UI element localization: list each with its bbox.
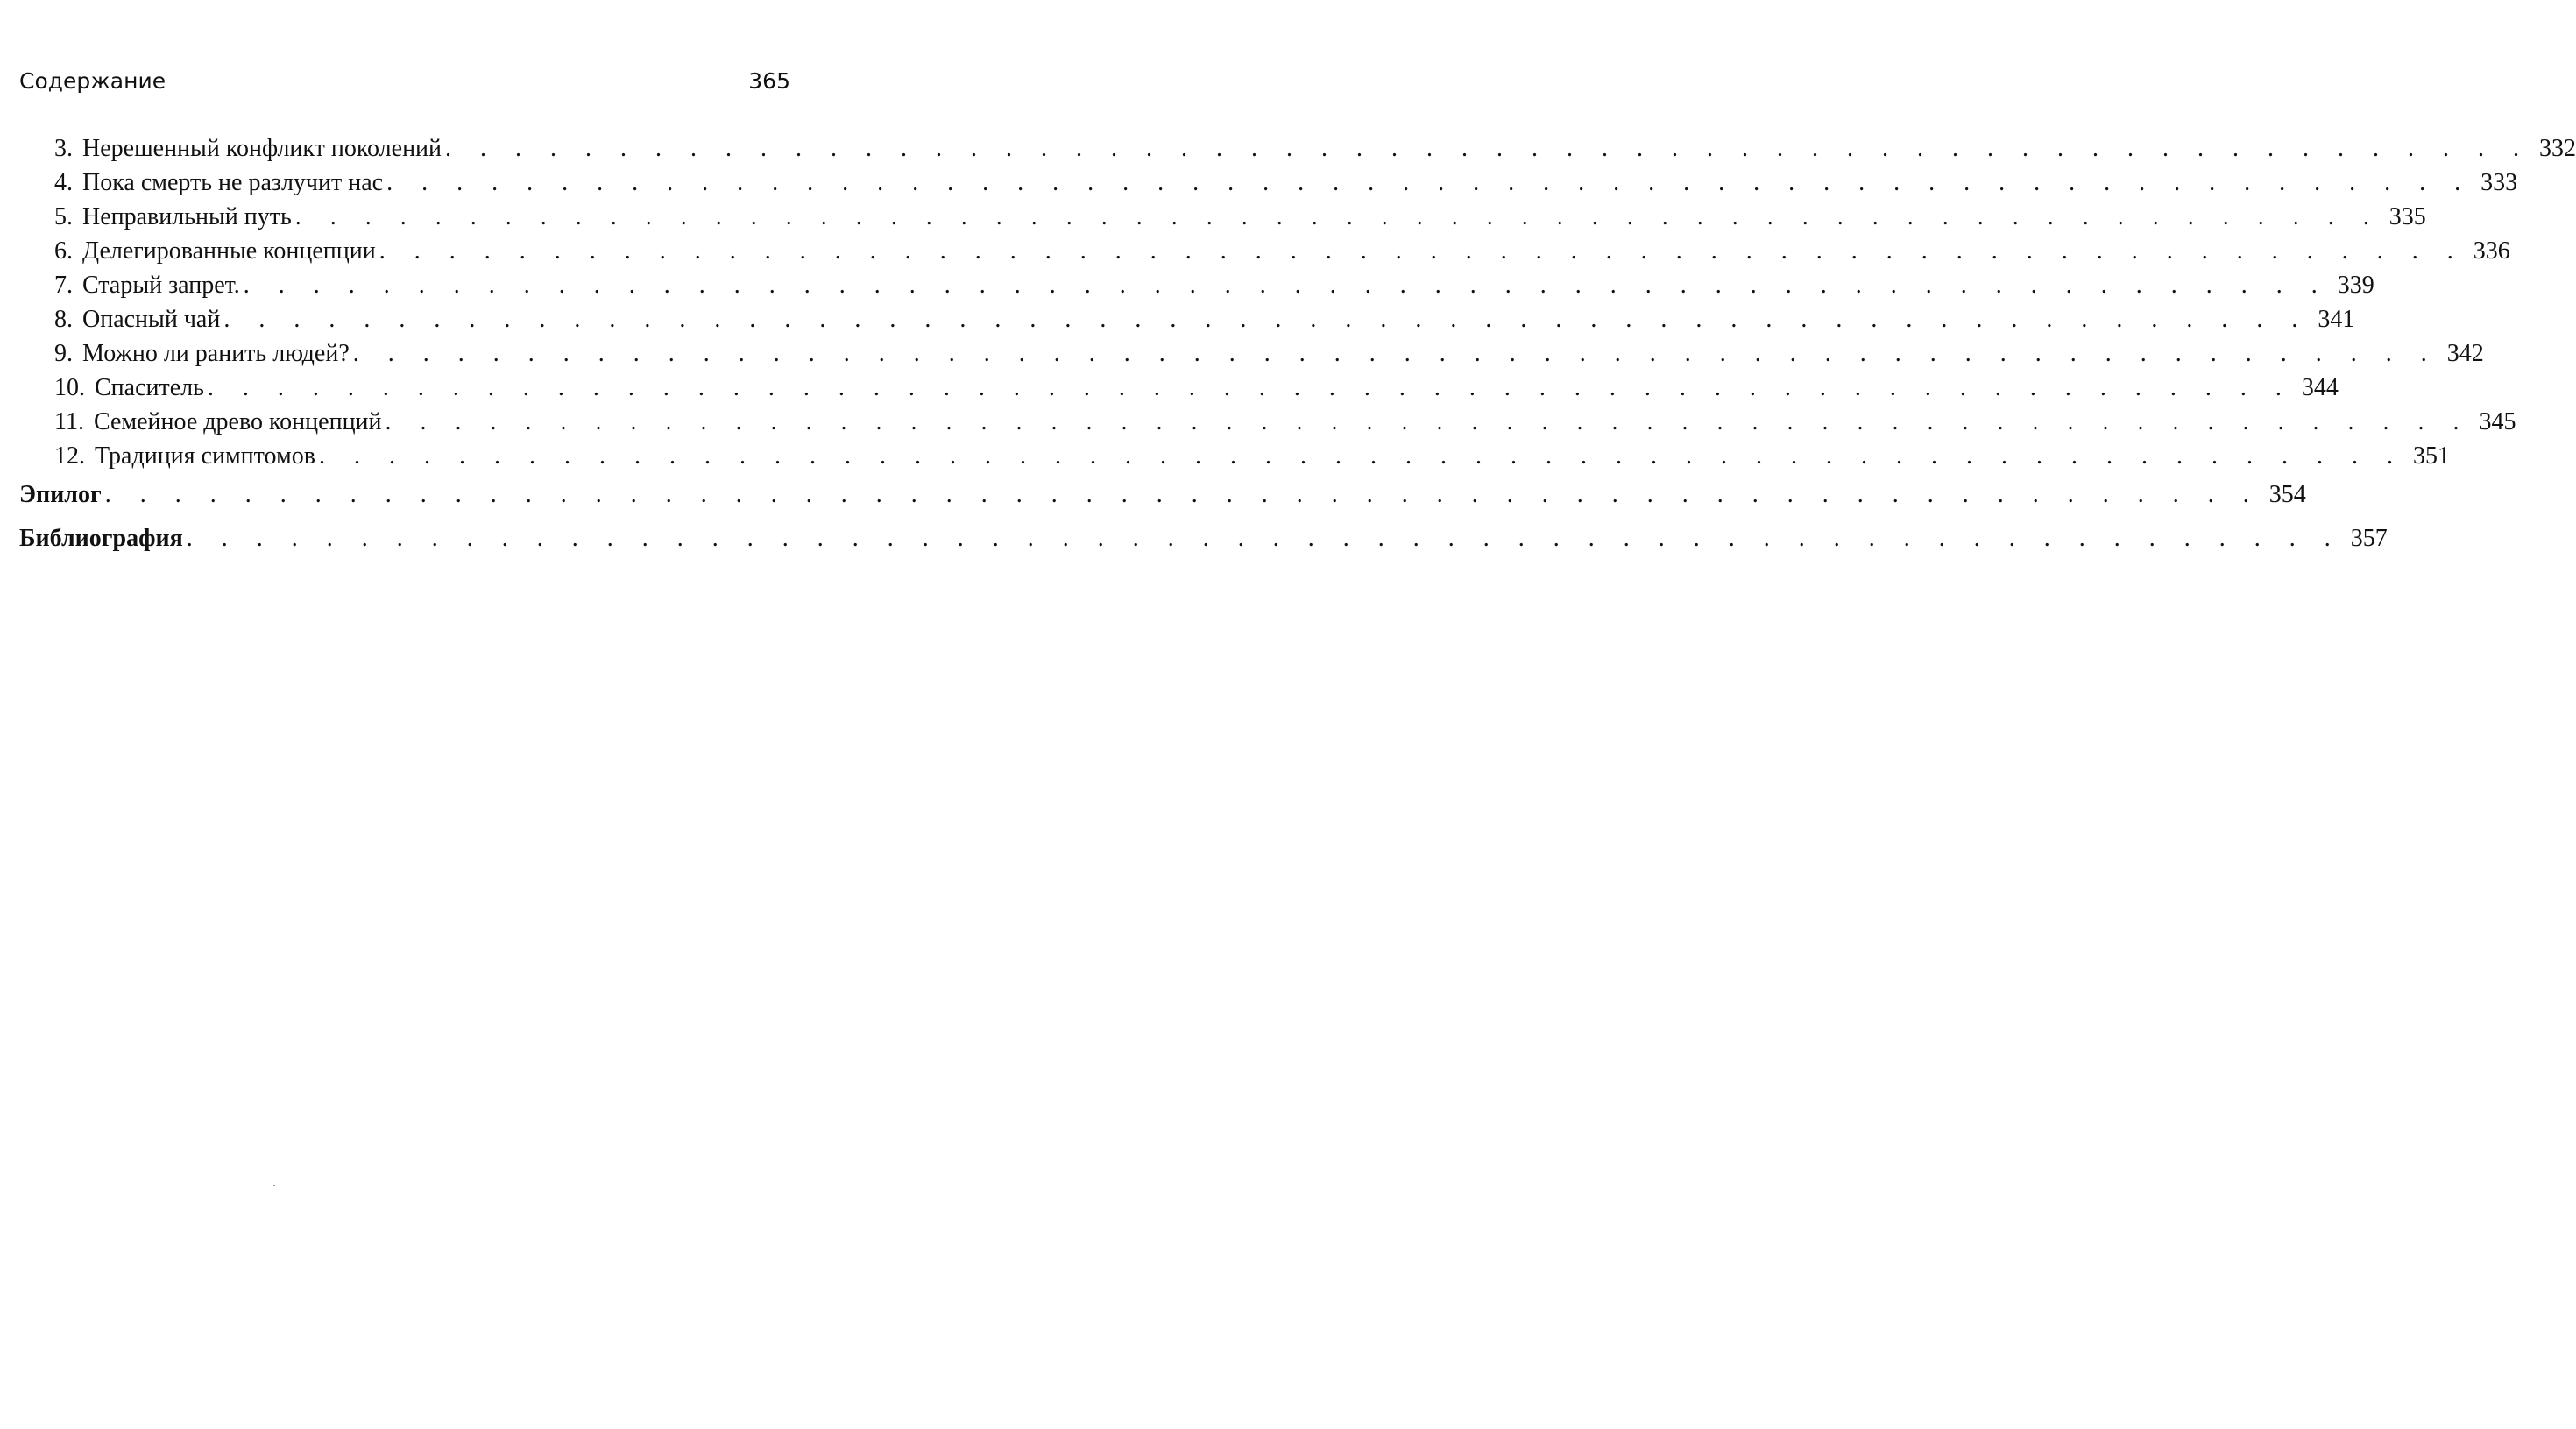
entry-title: Нерешенный конфликт поколений (82, 135, 442, 162)
toc-entry (0, 405, 2516, 439)
entry-page: 341 (2318, 306, 2355, 333)
entry-number: 12. (54, 442, 85, 470)
dot-leader: . . . . . . . . . . . . . . . . . . . . . . . . . . . . . . . . . . . . . . . . . . . . . . . . . . . . . . . . . . . . (445, 135, 2531, 162)
section-page: 354 (2268, 481, 2306, 508)
dot-leader: . . . . . . . . . . . . . . . . . . . . . . . . . . . . . . . . . . . . . . . . . . . . . . . . . . . . . . . . . . . . (243, 272, 2329, 299)
toc-section-bibliography (0, 517, 2388, 561)
dot-leader: . . . . . . . . . . . . . . . . . . . . . . . . . . . . . . . . . . . . . . . . . . . . . . . . . . . . . . . . . . . . (294, 203, 2381, 230)
dot-leader: . . . . . . . . . . . . . . . . . . . . . . . . . . . . . . . . . . . . . . . . . . . . . . . . . . . . . . . . . . . . . . (186, 525, 2342, 552)
entry-title: Спаситель (95, 374, 204, 401)
entry-number: 8. (54, 306, 73, 333)
entry-title: Можно ли ранить людей? (82, 340, 350, 367)
entry-title: Традиция симптомов (95, 442, 315, 470)
toc-entry (0, 200, 2426, 234)
section-page: 357 (2350, 525, 2388, 552)
entry-page: 332 (2539, 135, 2576, 162)
dot-leader: . . . . . . . . . . . . . . . . . . . . . . . . . . . . . . . . . . . . . . . . . . . . . . . . . . . . . . . . . . . . (386, 169, 2473, 196)
page-number: 365 (748, 68, 790, 94)
toc-entry (0, 234, 2510, 268)
entry-page: 336 (2473, 237, 2510, 265)
entry-title: Делегированные концепции (82, 237, 376, 265)
toc-entry (0, 439, 2450, 473)
entry-title: Пока смерть не разлучит нас (82, 169, 384, 196)
entry-page: 342 (2446, 340, 2484, 367)
entry-number: 6. (54, 237, 73, 265)
dot-leader: . . . . . . . . . . . . . . . . . . . . . . . . . . . . . . . . . . . . . . . . . . . . . . . . . . . . . . . . . . . . (207, 374, 2293, 401)
section-title: Эпилог (19, 481, 102, 508)
print-speck (273, 1185, 275, 1186)
entry-number: 10. (54, 374, 85, 401)
entry-page: 351 (2412, 442, 2450, 470)
section-title: Библиография (19, 525, 183, 552)
entry-title: Семейное древо концепций (93, 408, 382, 435)
toc-entry (0, 371, 2339, 405)
entry-number: 9. (54, 340, 73, 367)
entry-page: 345 (2479, 408, 2516, 435)
toc-entry (0, 166, 2518, 200)
entry-number: 3. (54, 135, 73, 162)
dot-leader: . . . . . . . . . . . . . . . . . . . . . . . . . . . . . . . . . . . . . . . . . . . . . . . . . . . . . . . . . . . . (352, 340, 2438, 367)
dot-leader: . . . . . . . . . . . . . . . . . . . . . . . . . . . . . . . . . . . . . . . . . . . . . . . . . . . . . . . . . . . . (385, 408, 2471, 435)
dot-leader: . . . . . . . . . . . . . . . . . . . . . . . . . . . . . . . . . . . . . . . . . . . . . . . . . . . . . . . . . . . . (318, 442, 2404, 470)
table-of-contents (0, 131, 2576, 561)
toc-entry (0, 302, 2355, 336)
entry-title: Неправильный путь (82, 203, 292, 230)
toc-entry (0, 268, 2374, 302)
toc-entry (0, 336, 2484, 371)
dot-leader: . . . . . . . . . . . . . . . . . . . . . . . . . . . . . . . . . . . . . . . . . . . . . . . . . . . . . . . . . . . . . . (104, 481, 2261, 508)
section-title: Содержание (19, 68, 166, 94)
entry-number: 5. (54, 203, 73, 230)
entry-page: 333 (2480, 169, 2518, 196)
entry-title: Опасный чай (82, 306, 221, 333)
entry-page: 339 (2337, 272, 2374, 299)
running-head (19, 68, 790, 95)
entry-number: 4. (54, 169, 73, 196)
toc-section-epilogue (0, 473, 2306, 517)
entry-title: Старый запрет. (82, 272, 240, 299)
entry-number: 11. (54, 408, 84, 435)
dot-leader: . . . . . . . . . . . . . . . . . . . . . . . . . . . . . . . . . . . . . . . . . . . . . . . . . . . . . . . . . . . . (223, 306, 2310, 333)
dot-leader: . . . . . . . . . . . . . . . . . . . . . . . . . . . . . . . . . . . . . . . . . . . . . . . . . . . . . . . . . . . . (379, 237, 2465, 265)
entry-page: 344 (2301, 374, 2339, 401)
toc-entry (0, 131, 2576, 166)
entry-page: 335 (2388, 203, 2426, 230)
entry-number: 7. (54, 272, 73, 299)
